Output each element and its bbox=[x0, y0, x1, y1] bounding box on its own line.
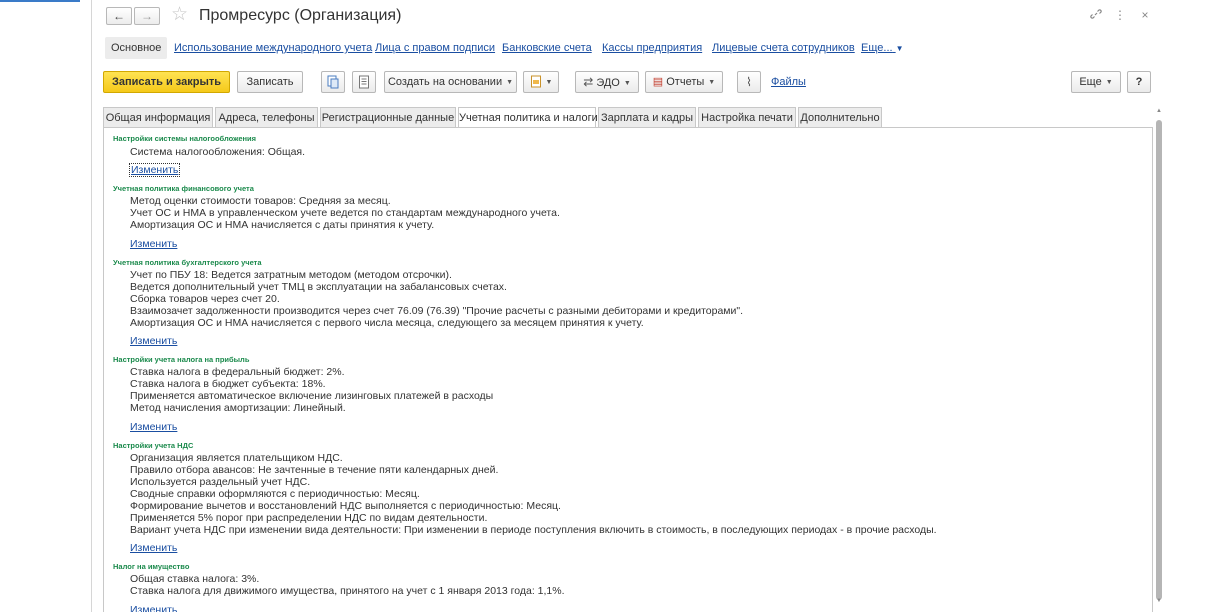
scroll-up-arrow-icon[interactable]: ▲ bbox=[1156, 108, 1162, 114]
print-document-icon bbox=[530, 75, 542, 88]
nav-employee-accounts[interactable]: Лицевые счета сотрудников bbox=[712, 42, 855, 54]
section-line: Общая ставка налога: 3%. bbox=[130, 573, 260, 585]
attach-files-button[interactable] bbox=[737, 71, 761, 93]
nav-more[interactable] bbox=[861, 37, 904, 59]
tab-content-accounting-policy bbox=[103, 127, 1153, 612]
section-line: Применяется 5% порог при распределении НДС по видам деятельности. bbox=[130, 512, 488, 524]
window-title: Промресурс (Организация) bbox=[199, 7, 402, 24]
edo-exchange-icon: ⇄ bbox=[583, 75, 594, 89]
caret-down-icon: ▼ bbox=[506, 79, 514, 86]
more-vertical-icon[interactable]: ⋮ bbox=[1114, 8, 1126, 22]
help-button[interactable]: ? bbox=[1127, 71, 1151, 93]
section-line: Сборка товаров через счет 20. bbox=[130, 293, 280, 305]
arrow-right-icon: → bbox=[141, 9, 153, 23]
tab-print-settings[interactable]: Настройка печати bbox=[698, 107, 796, 128]
section-title-vat: Настройки учета НДС bbox=[113, 441, 194, 450]
tab-registration-data[interactable]: Регистрационные данные bbox=[320, 107, 456, 128]
reports-label: Отчеты bbox=[666, 76, 705, 88]
tab-general-info[interactable]: Общая информация bbox=[103, 107, 213, 128]
more-actions-label: Еще bbox=[1079, 76, 1102, 88]
section-line: Правило отбора авансов: Не зачтенные в течение пяти календарных дней. bbox=[130, 464, 499, 476]
caret-down-icon: ▼ bbox=[623, 80, 631, 87]
arrow-left-icon: ← bbox=[113, 9, 125, 23]
change-profit-tax-link[interactable]: Изменить bbox=[130, 421, 178, 433]
section-title-profit-tax: Настройки учета налога на прибыль bbox=[113, 355, 250, 364]
nav-signatories[interactable]: Лица с правом подписи bbox=[375, 42, 496, 54]
tab-accounting-policy-taxes[interactable]: Учетная политика и налоги bbox=[458, 107, 596, 129]
tab-additional[interactable]: Дополнительно bbox=[798, 107, 882, 128]
save-and-close-button[interactable]: Записать и закрыть bbox=[103, 71, 230, 93]
caret-down-icon: ▼ bbox=[545, 79, 553, 86]
change-financial-policy-link[interactable]: Изменить bbox=[130, 238, 178, 250]
section-line: Сводные справки оформляются с периодичностью: Месяц. bbox=[130, 488, 420, 500]
change-tax-system-link[interactable]: Изменить bbox=[131, 164, 179, 176]
section-title-tax-system: Настройки системы налогообложения bbox=[113, 134, 257, 143]
left-panel bbox=[0, 0, 92, 612]
favorite-star-icon[interactable]: ☆ bbox=[171, 4, 189, 25]
section-title-accounting-policy: Учетная политика бухгалтерского учета bbox=[113, 258, 262, 267]
create-based-on-label: Создать на основании bbox=[387, 76, 503, 88]
list-document-icon bbox=[358, 75, 370, 89]
edo-label: ЭДО bbox=[596, 77, 620, 89]
section-line: Взаимозачет задолженности производится через счет 76.09 (76.39) "Прочие расчеты с разными дебиторами и кредиторами". bbox=[130, 305, 744, 317]
tab-addresses-phones[interactable]: Адреса, телефоны bbox=[215, 107, 318, 128]
section-line: Ведется дополнительный учет ТМЦ в эксплуатации на забалансовых счетах. bbox=[130, 281, 507, 293]
change-vat-link[interactable]: Изменить bbox=[130, 542, 178, 554]
section-line: Амортизация ОС и НМА начисляется с даты принятия к учету. bbox=[130, 219, 435, 231]
section-line: Используется раздельный учет НДС. bbox=[130, 476, 311, 488]
paperclip-icon: ⌇ bbox=[746, 75, 752, 89]
section-line: Вариант учета НДС при изменении вида деятельности: При изменении в периоде поступления включить в стоимость, в последующих периодах - в прочие расходы. bbox=[130, 524, 937, 536]
link-icon[interactable] bbox=[1088, 8, 1104, 23]
left-panel-accent bbox=[0, 0, 80, 2]
tab-payroll-hr[interactable]: Зарплата и кадры bbox=[598, 107, 696, 128]
nav-main[interactable]: Основное bbox=[105, 37, 167, 59]
section-line: Учет ОС и НМА в управленческом учете ведется по стандартам международного учета. bbox=[130, 207, 560, 219]
caret-down-icon: ▼ bbox=[895, 44, 904, 53]
nav-more-label: Еще... bbox=[861, 42, 893, 54]
caret-down-icon: ▼ bbox=[1105, 79, 1113, 86]
title-bar bbox=[100, 0, 1160, 34]
journal-button[interactable] bbox=[352, 71, 376, 93]
files-link[interactable]: Файлы bbox=[771, 76, 806, 88]
section-line: Ставка налога для движимого имущества, принятого на учет с 1 января 2013 года: 1,1%. bbox=[130, 585, 565, 597]
vertical-scrollbar[interactable] bbox=[1155, 108, 1163, 608]
change-property-tax-link[interactable]: Изменить bbox=[130, 604, 178, 612]
section-title-property-tax: Налог на имущество bbox=[113, 562, 190, 571]
section-line: Учет по ПБУ 18: Ведется затратным методом (методом отсрочки). bbox=[130, 269, 452, 281]
section-line: Амортизация ОС и НМА начисляется с первого числа месяца, следующего за месяцем принятия к учету. bbox=[130, 317, 644, 329]
section-line: Применяется автоматическое включение лизинговых платежей в расходы bbox=[130, 390, 494, 402]
nav-cash-desks[interactable]: Кассы предприятия bbox=[602, 42, 703, 54]
report-icon: ▤ bbox=[652, 76, 664, 88]
section-line: Метод оценки стоимости товаров: Средняя за месяц. bbox=[130, 195, 391, 207]
create-based-on-button[interactable] bbox=[384, 71, 517, 93]
section-title-financial-policy: Учетная политика финансового учета bbox=[113, 184, 254, 193]
section-line: Метод начисления амортизации: Линейный. bbox=[130, 402, 346, 414]
command-bar bbox=[103, 71, 1153, 94]
section-line: Ставка налога в бюджет субъекта: 18%. bbox=[130, 378, 326, 390]
more-actions-button[interactable] bbox=[1071, 71, 1121, 93]
save-button[interactable]: Записать bbox=[237, 71, 303, 93]
scroll-down-arrow-icon[interactable]: ▼ bbox=[1156, 598, 1162, 604]
document-structure-icon bbox=[326, 75, 340, 89]
section-line: Система налогообложения: Общая. bbox=[130, 146, 306, 158]
structure-button[interactable] bbox=[321, 71, 345, 93]
section-line: Формирование вычетов и восстановлений НДС выполняется с периодичностью: Месяц. bbox=[130, 500, 561, 512]
close-icon[interactable]: × bbox=[1141, 8, 1149, 22]
forward-button[interactable] bbox=[134, 7, 160, 25]
scroll-thumb[interactable] bbox=[1156, 120, 1162, 600]
edo-button[interactable] bbox=[575, 71, 639, 93]
nav-bank-accounts[interactable]: Банковские счета bbox=[502, 42, 592, 54]
link-chain-icon bbox=[1090, 8, 1102, 20]
caret-down-icon: ▼ bbox=[708, 79, 716, 86]
print-button[interactable] bbox=[523, 71, 559, 93]
nav-international-accounting[interactable]: Использование международного учета bbox=[174, 42, 373, 54]
section-line: Организация является плательщиком НДС. bbox=[130, 452, 343, 464]
section-line: Ставка налога в федеральный бюджет: 2%. bbox=[130, 366, 345, 378]
back-button[interactable] bbox=[106, 7, 132, 25]
reports-button[interactable] bbox=[645, 71, 723, 93]
change-accounting-policy-link[interactable]: Изменить bbox=[130, 335, 178, 347]
